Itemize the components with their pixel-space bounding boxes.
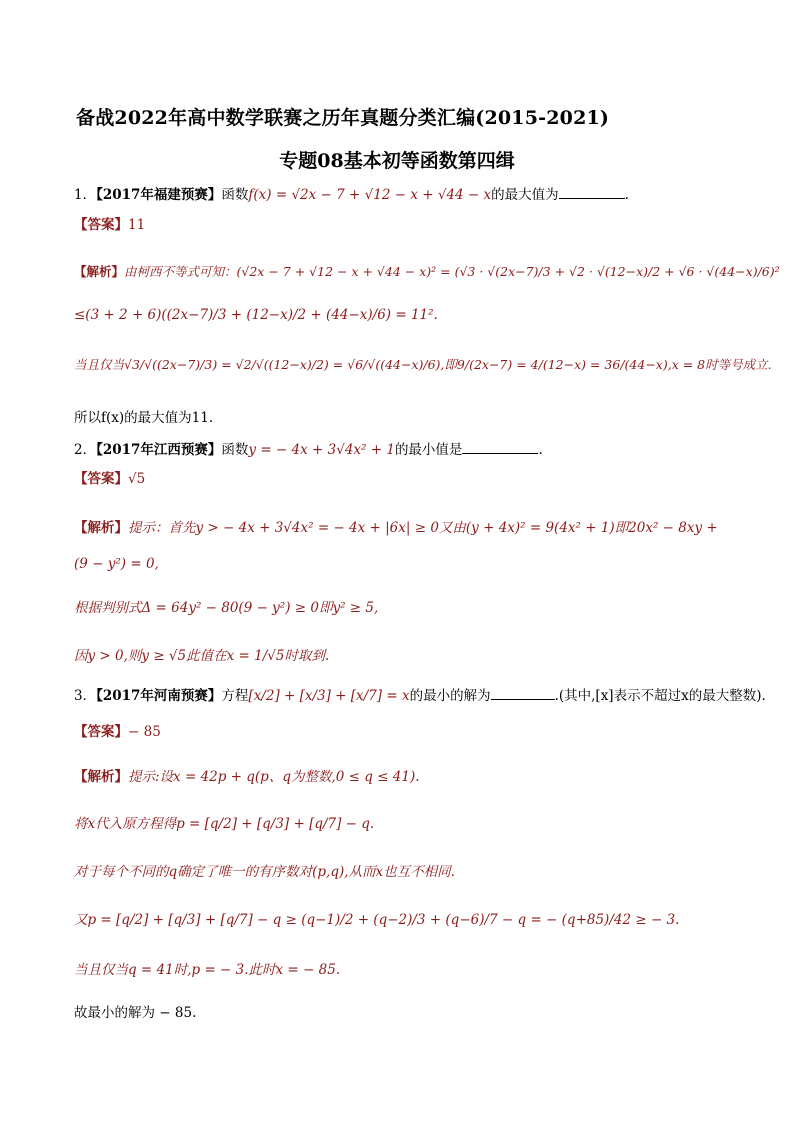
analysis-label: 【解析】 bbox=[74, 520, 128, 536]
problem-3-analysis-line-5: 当且仅当q = 41时,p = − 3.此时x = − 85. bbox=[74, 962, 341, 978]
problem-source: 【2017年福建预赛】 bbox=[96, 187, 222, 203]
problem-number: 1． bbox=[74, 187, 97, 203]
problem-3-answer bbox=[74, 722, 161, 742]
problem-2-analysis-line-2: (9 − y²) = 0, bbox=[74, 556, 159, 572]
analysis-label: 【解析】 bbox=[74, 769, 128, 785]
problem-source: 【2017年江西预赛】 bbox=[96, 442, 222, 458]
document-subtitle: 专题08基本初等函数第四缉 bbox=[279, 150, 515, 172]
problem-2-analysis-line-4: 因y > 0,则y ≥ √5此值在x = 1/√5时取到. bbox=[74, 648, 330, 664]
problem-1-stem: 1．【2017年福建预赛】函数f(x) = √2x − 7 + √12 − x + √44 − x的最大值为 . bbox=[74, 184, 629, 205]
answer-label: 【答案】 bbox=[74, 471, 128, 487]
answer-value: √5 bbox=[128, 471, 146, 487]
problem-formula: [x/2] + [x/3] + [x/7] = x bbox=[248, 688, 410, 704]
problem-number: 3． bbox=[74, 688, 97, 704]
answer-label: 【答案】 bbox=[74, 217, 128, 233]
answer-label: 【答案】 bbox=[74, 724, 128, 740]
problem-1-answer bbox=[74, 215, 145, 235]
answer-value: 11 bbox=[128, 217, 146, 233]
problem-3-analysis-line-2: 将x代入原方程得p = [q/2] + [q/3] + [q/7] − q. bbox=[74, 816, 375, 832]
problem-1-analysis-line-2: ≤(3 + 2 + 6)((2x−7)/3 + (12−x)/2 + (44−x)/6) = 11². bbox=[74, 307, 438, 323]
answer-blank bbox=[462, 439, 538, 454]
problem-2-stem: 2．【2017年江西预赛】函数y = − 4x + 3√4x² + 1的最小值是 . bbox=[74, 439, 543, 460]
problem-3-analysis-line-4: 又p = [q/2] + [q/3] + [q/7] − q ≥ (q−1)/2 + (q−2)/3 + (q−6)/7 − q = − (q+85)/42 ≥ − 3. bbox=[74, 912, 680, 928]
answer-blank bbox=[559, 184, 625, 199]
problem-1-analysis-line-1: 【解析】由柯西不等式可知：(√2x − 7 + √12 − x + √44 − x)² = (√3 · √(2x−7)/3 + √2 · √(12−x)/2 + √6 · √(44−x)/6)² bbox=[74, 264, 780, 279]
analysis-label: 【解析】 bbox=[74, 264, 125, 279]
problem-1-analysis-line-4: 所以f(x)的最大值为11. bbox=[74, 410, 214, 426]
problem-2-analysis-line-3: 根据判别式Δ = 64y² − 80(9 − y²) ≥ 0即y² ≥ 5, bbox=[74, 600, 379, 616]
problem-source: 【2017年河南预赛】 bbox=[96, 688, 222, 704]
document-title: 备战2022年高中数学联赛之历年真题分类汇编(2015-2021) bbox=[76, 107, 610, 129]
problem-formula: y = − 4x + 3√4x² + 1 bbox=[248, 442, 395, 458]
problem-formula: f(x) = √2x − 7 + √12 − x + √44 − x bbox=[248, 187, 492, 203]
problem-2-answer bbox=[74, 469, 145, 489]
problem-3-stem: 3．【2017年河南预赛】方程[x/2] + [x/3] + [x/7] = x的最小的解为 .(其中,[x]表示不超过x的最大整数). bbox=[74, 685, 766, 706]
problem-3-analysis-line-3: 对于每个不同的q确定了唯一的有序数对(p,q),从而x也互不相同. bbox=[74, 864, 455, 880]
problem-2-analysis-line-1: 【解析】提示：首先y > − 4x + 3√4x² = − 4x + |6x| ≥ 0又由(y + 4x)² = 9(4x² + 1)即20x² − 8xy + bbox=[74, 520, 718, 536]
answer-value: − 85 bbox=[128, 724, 161, 740]
problem-3-analysis-line-1: 【解析】提示:设x = 42p + q(p、q为整数,0 ≤ q ≤ 41). bbox=[74, 769, 420, 785]
problem-1-analysis-line-3: 当且仅当√3/√((2x−7)/3) = √2/√((12−x)/2) = √6/√((44−x)/6),即9/(2x−7) = 4/(12−x) = 36/(44−x),x = 8时等号成立. bbox=[74, 357, 772, 372]
problem-number: 2． bbox=[74, 442, 97, 458]
answer-blank bbox=[491, 685, 555, 700]
problem-3-analysis-line-6: 故最小的解为 − 85. bbox=[74, 1005, 197, 1021]
